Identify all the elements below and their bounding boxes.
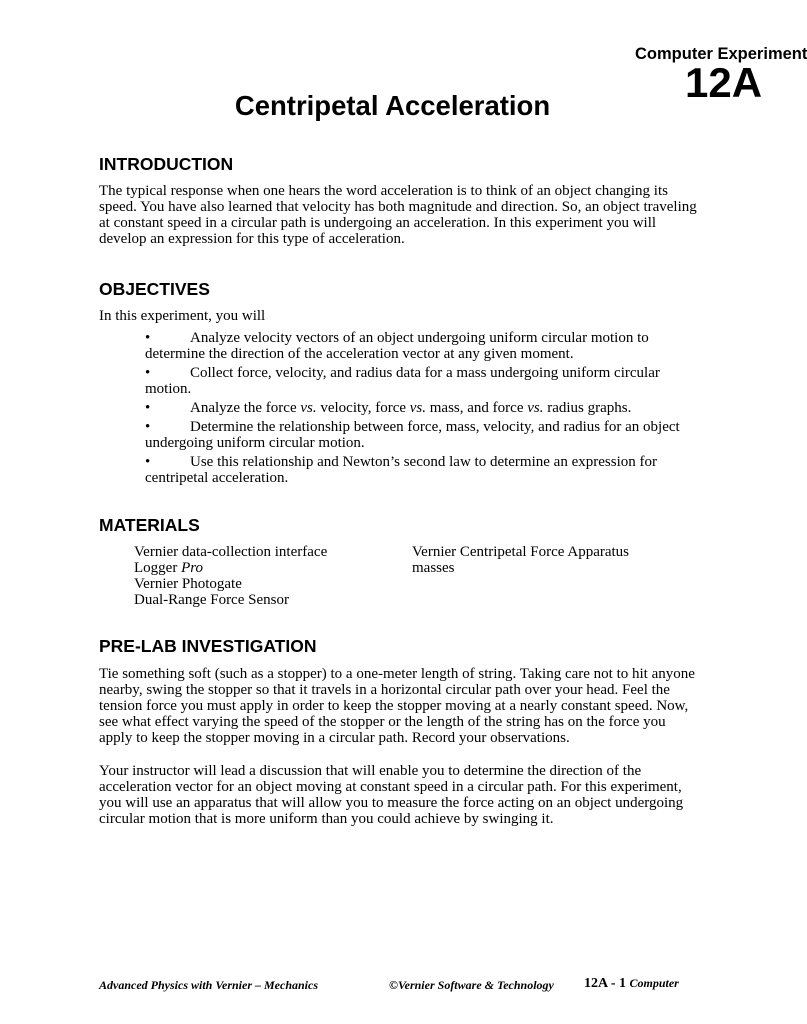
footer-page-number: 12A - 1 Computer: [584, 976, 679, 991]
objective-item: • Use this relationship and Newton’s second law to determine an expression for centripetal acceleration.: [145, 454, 657, 486]
footer-copyright: ©Vernier Software & Technology: [389, 978, 554, 992]
experiment-label: Computer Experiment: [635, 45, 807, 63]
material-item: Logger Pro: [134, 560, 204, 576]
objective-item: • Analyze the force vs. velocity, force vs. mass, and force vs. radius graphs.: [145, 400, 632, 416]
material-item: masses: [412, 560, 455, 576]
introduction-heading: INTRODUCTION: [99, 154, 234, 174]
bullet-icon: •: [145, 330, 151, 346]
objectives-intro: In this experiment, you will: [99, 308, 266, 324]
objective-item: • Analyze velocity vectors of an object undergoing uniform circular motion to determine the direction of the acceleration vector at any given moment.: [145, 330, 649, 362]
prelab-paragraph-2: Your instructor will lead a discussion that will enable you to determine the direction of the acceleration vector for an object moving at constant speed in a circular path. For this experiment, you will use an apparatus that will allow you to measure the force acting on an object undergoing circular motion that is more uniform than you could achieve by swinging it.: [99, 763, 684, 827]
experiment-number: 12A: [685, 59, 763, 106]
page-title: Centripetal Acceleration: [234, 90, 551, 121]
objective-item: • Determine the relationship between force, mass, velocity, and radius for an object undergoing uniform circular motion.: [145, 419, 680, 451]
material-item: Vernier data-collection interface: [134, 544, 328, 560]
footer-book-title: Advanced Physics with Vernier – Mechanics: [99, 978, 319, 992]
introduction-text: The typical response when one hears the word acceleration is to think of an object changing its speed. You have also learned that velocity has both magnitude and direction. So, an object traveling at constant speed in a circular path is undergoing an acceleration. In this experiment you will develop an expression for this type of acceleration.: [99, 183, 697, 247]
objectives-list: [145, 330, 705, 489]
material-item: Vernier Photogate: [134, 576, 242, 592]
prelab-heading: PRE-LAB INVESTIGATION: [99, 636, 317, 656]
material-item: Vernier Centripetal Force Apparatus: [412, 544, 630, 560]
objectives-heading: OBJECTIVES: [99, 279, 210, 299]
materials-right-column: [412, 544, 629, 576]
materials-heading: MATERIALS: [99, 515, 200, 535]
bullet-icon: •: [145, 419, 151, 435]
materials-left-column: [134, 544, 327, 608]
bullet-icon: •: [145, 365, 151, 381]
objective-item: • Collect force, velocity, and radius data for a mass undergoing uniform circular motion.: [145, 365, 660, 397]
bullet-icon: •: [145, 454, 151, 470]
bullet-icon: •: [145, 400, 151, 416]
material-item: Dual-Range Force Sensor: [134, 592, 289, 608]
prelab-paragraph-1: Tie something soft (such as a stopper) to a one-meter length of string. Taking care not to hit anyone nearby, swing the stopper so that it travels in a horizontal circular path over your head. Feel the tension force you must apply in order to keep the stopper moving at a nearly constant speed. Now, see what effect varying the speed of the stopper or the length of the string has on the force you apply to keep the stopper moving in a circular path. Record your observations.: [99, 666, 695, 746]
